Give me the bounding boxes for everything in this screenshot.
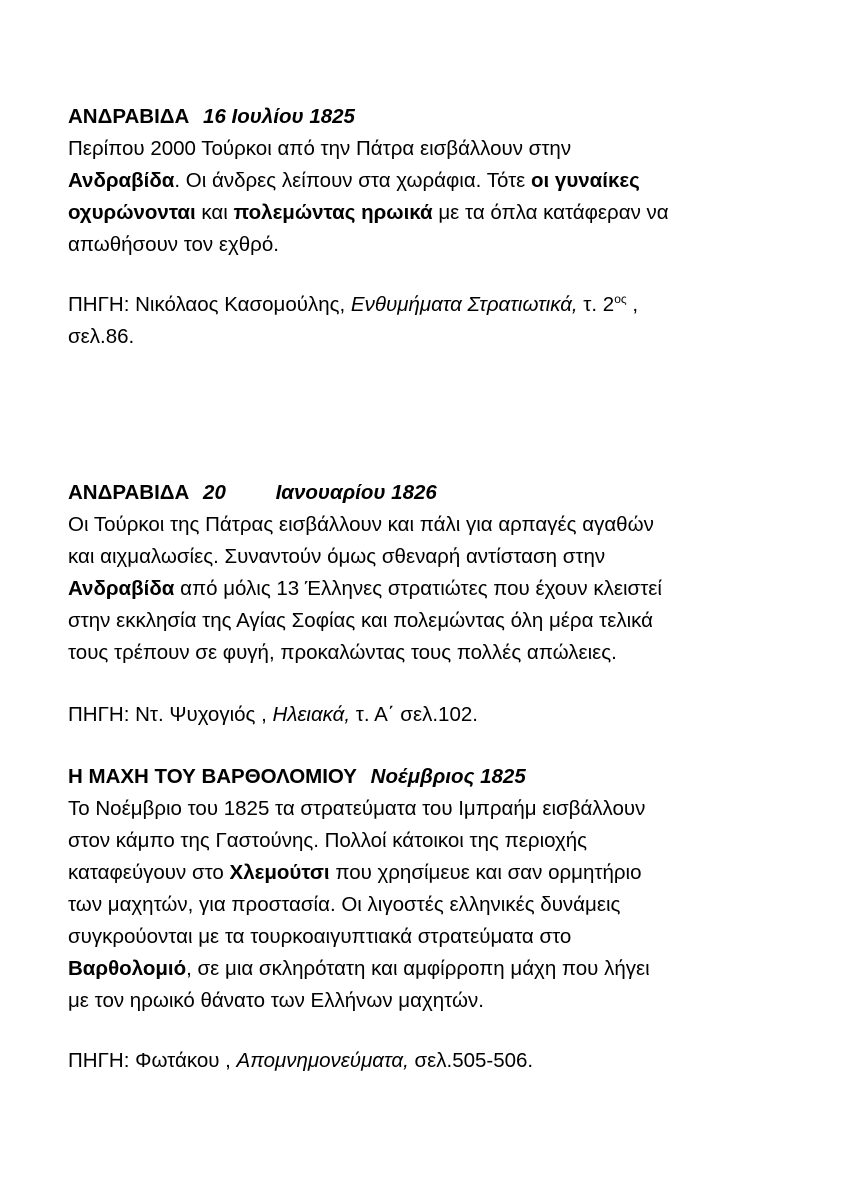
body-line: [68, 826, 587, 856]
body-line: [68, 542, 605, 572]
source-prefix: ΠΗΓΗ: Φωτάκου ,: [68, 1049, 237, 1072]
body-emphasis: Χλεμούτσι: [229, 861, 330, 884]
heading-place: ΑΝΔΡΑΒΙΔΑ: [68, 481, 190, 504]
body-emphasis: Βαρθολομιό: [68, 957, 187, 980]
body-emphasis: Ανδραβίδα: [68, 577, 175, 600]
body-emphasis: οι γυναίκες: [531, 169, 640, 192]
source-pages: σελ.86.: [68, 325, 135, 348]
heading-date-day: 20: [203, 481, 226, 504]
body-line: [68, 954, 650, 984]
source-citation: [68, 1046, 533, 1076]
section-heading: [68, 762, 526, 792]
source-tail: τ. Α΄ σελ.102.: [350, 703, 478, 726]
body-line: [68, 606, 653, 636]
heading-date: Ιανουαρίου 1826: [275, 481, 437, 504]
heading-place: ΑΝΔΡΑΒΙΔΑ: [68, 105, 190, 128]
body-text: Οι Τούρκοι της Πάτρας εισβάλλουν και πάλι για αρπαγές αγαθών: [68, 513, 654, 536]
source-title: Ενθυμήματα Στρατιωτικά,: [350, 293, 578, 316]
body-line: [68, 230, 279, 260]
body-text: και: [195, 201, 234, 224]
body-emphasis: πολεμώντας ηρωικά: [233, 201, 433, 224]
body-emphasis: Ανδραβίδα: [68, 169, 175, 192]
body-line: [68, 574, 662, 604]
body-text: . Οι άνδρες λείπουν στα χωράφια. Τότε: [174, 169, 532, 192]
body-line: [68, 858, 641, 888]
body-line: [68, 922, 571, 952]
body-text: απωθήσουν τον εχθρό.: [68, 233, 279, 256]
heading-date: Νοέμβριος 1825: [370, 765, 526, 788]
body-text: τους τρέπουν σε φυγή, προκαλώντας τους πολλές απώλειες.: [68, 641, 617, 664]
body-text: καταφεύγουν στο: [68, 861, 230, 884]
body-text: με τα όπλα κατάφεραν να: [432, 201, 669, 224]
source-title: Ηλειακά,: [272, 703, 351, 726]
body-line: [68, 986, 484, 1016]
source-citation: [68, 290, 638, 320]
heading-place: Η ΜΑΧΗ ΤΟΥ ΒΑΡΘΟΛΟΜΙΟΥ: [68, 765, 357, 788]
section-heading: [68, 102, 355, 132]
body-text: , σε μια σκληρότατη και αμφίρροπη μάχη που λήγει: [186, 957, 650, 980]
source-volume-sup: ος: [614, 292, 627, 307]
source-tail: σελ.505-506.: [408, 1049, 534, 1072]
body-line: [68, 890, 620, 920]
body-line: [68, 794, 645, 824]
heading-date: 16 Ιουλίου 1825: [203, 105, 355, 128]
body-text: Περίπου 2000 Τούρκοι από την Πάτρα εισβάλλουν στην: [68, 137, 572, 160]
body-text: στον κάμπο της Γαστούνης. Πολλοί κάτοικοι της περιοχής: [68, 829, 588, 852]
body-text: στην εκκλησία της Αγίας Σοφίας και πολεμώντας όλη μέρα τελικά: [68, 609, 654, 632]
section-heading: [68, 478, 437, 508]
body-text: των μαχητών, για προστασία. Οι λιγοστές ελληνικές δυνάμεις: [68, 893, 621, 916]
body-line: [68, 166, 640, 196]
body-line: [68, 510, 654, 540]
body-line: [68, 638, 617, 668]
source-volume: τ. 2: [577, 293, 615, 316]
source-prefix: ΠΗΓΗ: Νικόλαος Κασομούλης,: [68, 293, 351, 316]
source-title: Απομνημονεύματα,: [236, 1049, 409, 1072]
source-tail: ,: [626, 293, 639, 316]
body-text: Το Νοέμβριο του 1825 τα στρατεύματα του Ιμπραήμ εισβάλλουν: [68, 797, 646, 820]
body-text: με τον ηρωικό θάνατο των Ελλήνων μαχητών.: [68, 989, 484, 1012]
body-text: που χρησίμευε και σαν ορμητήριο: [329, 861, 642, 884]
body-text: συγκρούονται με τα τουρκοαιγυπτιακά στρατεύματα στο: [68, 925, 572, 948]
body-text: από μόλις 13 Έλληνες στρατιώτες που έχουν κλειστεί: [174, 577, 662, 600]
body-line: [68, 134, 571, 164]
body-emphasis: οχυρώνονται: [68, 201, 196, 224]
source-prefix: ΠΗΓΗ: Ντ. Ψυχογιός ,: [68, 703, 273, 726]
body-text: και αιχμαλωσίες. Συναντούν όμως σθεναρή αντίσταση στην: [68, 545, 606, 568]
body-line: [68, 198, 669, 228]
source-citation: [68, 700, 478, 730]
source-citation-line2: [68, 322, 134, 352]
